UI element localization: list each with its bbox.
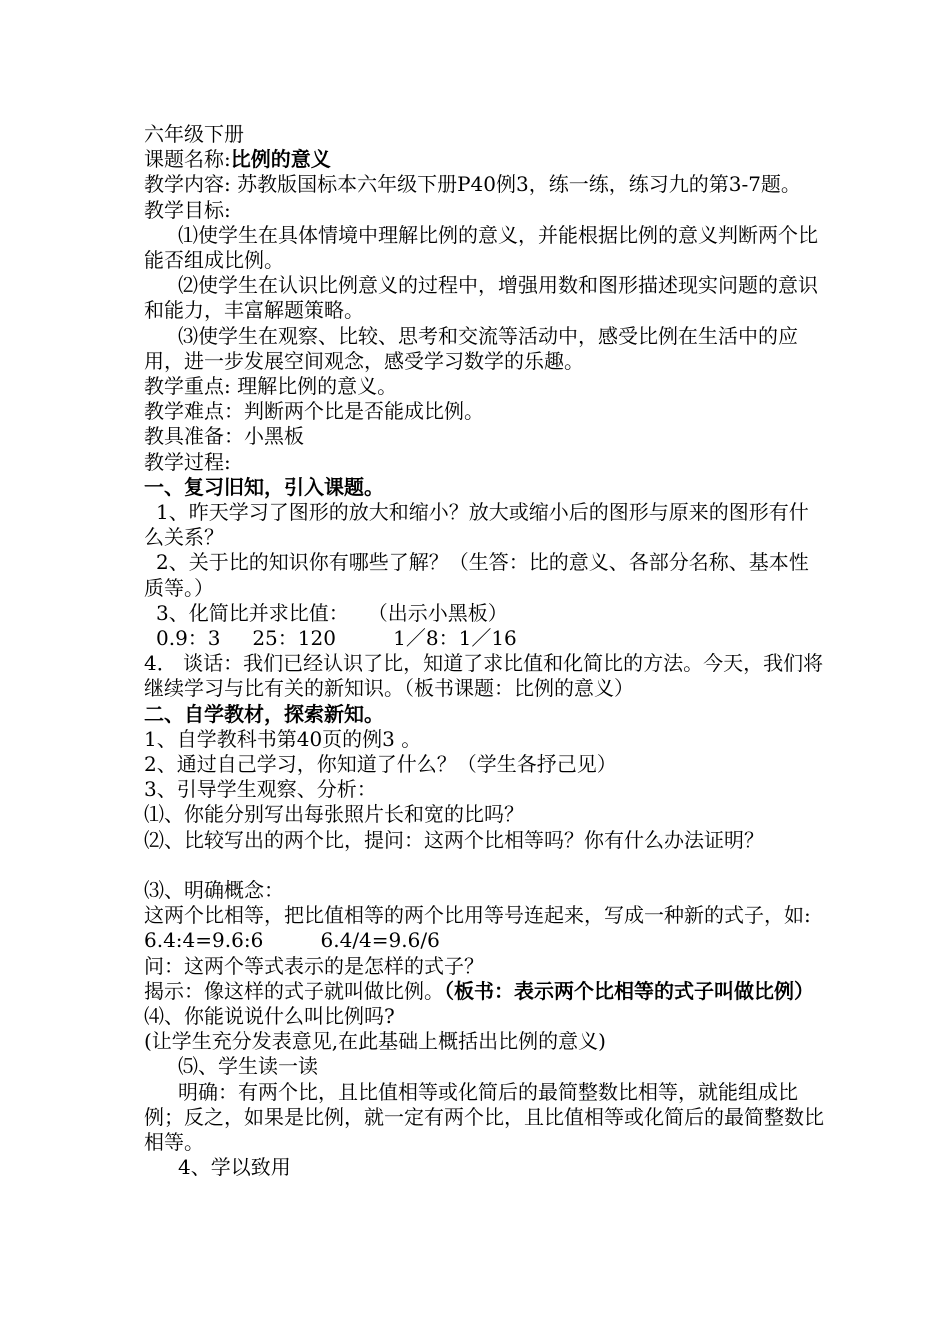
sub-question-5: ⑸、学生读一读 [178, 1054, 318, 1079]
goal-2: ⑵使学生在认识比例意义的过程中，增强用数和图形描述现实问题的意识和能力，丰富解题策略。 [144, 273, 818, 323]
goal-3: ⑶使学生在观察、比较、思考和交流等活动中，感受比例在生活中的应用，进一步发展空间观念，感受学习数学的乐趣。 [144, 323, 798, 373]
section-1-heading: 一、复习旧知，引入课题。 [144, 474, 384, 499]
sub-question-3: ⑶、明确概念： [144, 877, 284, 902]
section-2-item-2: 2、通过自己学习，你知道了什么？（学生各抒己见） [144, 752, 617, 777]
section-1-item-2: 2、关于比的知识你有哪些了解？（生答：比的意义、各部分名称、基本性质等。） [144, 550, 809, 600]
ratio-exercises: 0.9：3 25：120 1／8：1／16 [156, 626, 517, 651]
section-2-heading: 二、自学教材，探索新知。 [144, 701, 384, 726]
reveal-board-note: （板书：表示两个比相等的式子叫做比例） [444, 978, 814, 1003]
section-2-item-3: 3、引导学生观察、分析： [144, 777, 377, 802]
section-1-item-3: 3、化简比并求比值： （出示小黑板） [156, 600, 508, 625]
goals-label: 教学目标: [144, 197, 231, 222]
title-label: 课题名称: [144, 147, 231, 172]
difficulty: 教学难点：判断两个比是否能成比例。 [144, 399, 484, 424]
goal-1: ⑴使学生在具体情境中理解比例的意义，并能根据比例的意义判断两个比能否组成比例。 [144, 222, 818, 273]
clarify-text: 明确：有两个比，且比值相等或化简后的最简整数比相等，就能组成比例；反之，如果是比例，就一定有两个比，且比值相等或化简后的最简整数比相等。 [144, 1079, 824, 1154]
question-text: 问：这两个等式表示的是怎样的式子？ [144, 953, 484, 978]
sub-question-4-note: (让学生充分发表意见,在此基础上概括出比例的意义) [144, 1029, 606, 1054]
sub-question-2: ⑵、比较写出的两个比，提问：这两个比相等吗？你有什么办法证明？ [144, 827, 764, 852]
reveal-plain: 揭示：像这样的式子就叫做比例。 [144, 978, 444, 1003]
teaching-content: 教学内容: 苏教版国标本六年级下册P40例3，练一练，练习九的第3-7题。 [144, 172, 801, 197]
blank-line [144, 853, 824, 878]
section-1-item-1: 1、昨天学习了图形的放大和缩小？放大或缩小后的图形与原来的图形有什么关系？ [144, 500, 809, 550]
reveal-text [144, 979, 824, 1004]
section-2-item-1: 1、自学教科书第40页的例3 。 [144, 726, 422, 751]
sub-question-4: ⑷、你能说说什么叫比例吗? [144, 1003, 395, 1028]
concept-text: 这两个比相等，把比值相等的两个比用等号连起来，写成一种新的式子，如: 6.4:4=9.6:6 6.4/4=9.6/6 [144, 903, 824, 953]
lesson-title [144, 147, 824, 172]
process-label: 教学过程: [144, 449, 231, 474]
sub-question-1: ⑴、你能分别写出每张照片长和宽的比吗？ [144, 802, 524, 827]
grade-header: 六年级下册 [144, 122, 244, 146]
title-value: 比例的意义 [230, 147, 331, 172]
lesson-plan-body [144, 122, 824, 1180]
section-2-item-4: 4、学以致用 [178, 1155, 291, 1180]
section-1-talk: 4． 谈话：我们已经认识了比，知道了求比值和化简比的方法。今天，我们将继续学习与比有关的新知识。（板书课题：比例的意义） [144, 651, 824, 701]
key-point: 教学重点: 理解比例的意义。 [144, 374, 398, 399]
materials: 教具准备：小黑板 [144, 424, 304, 449]
